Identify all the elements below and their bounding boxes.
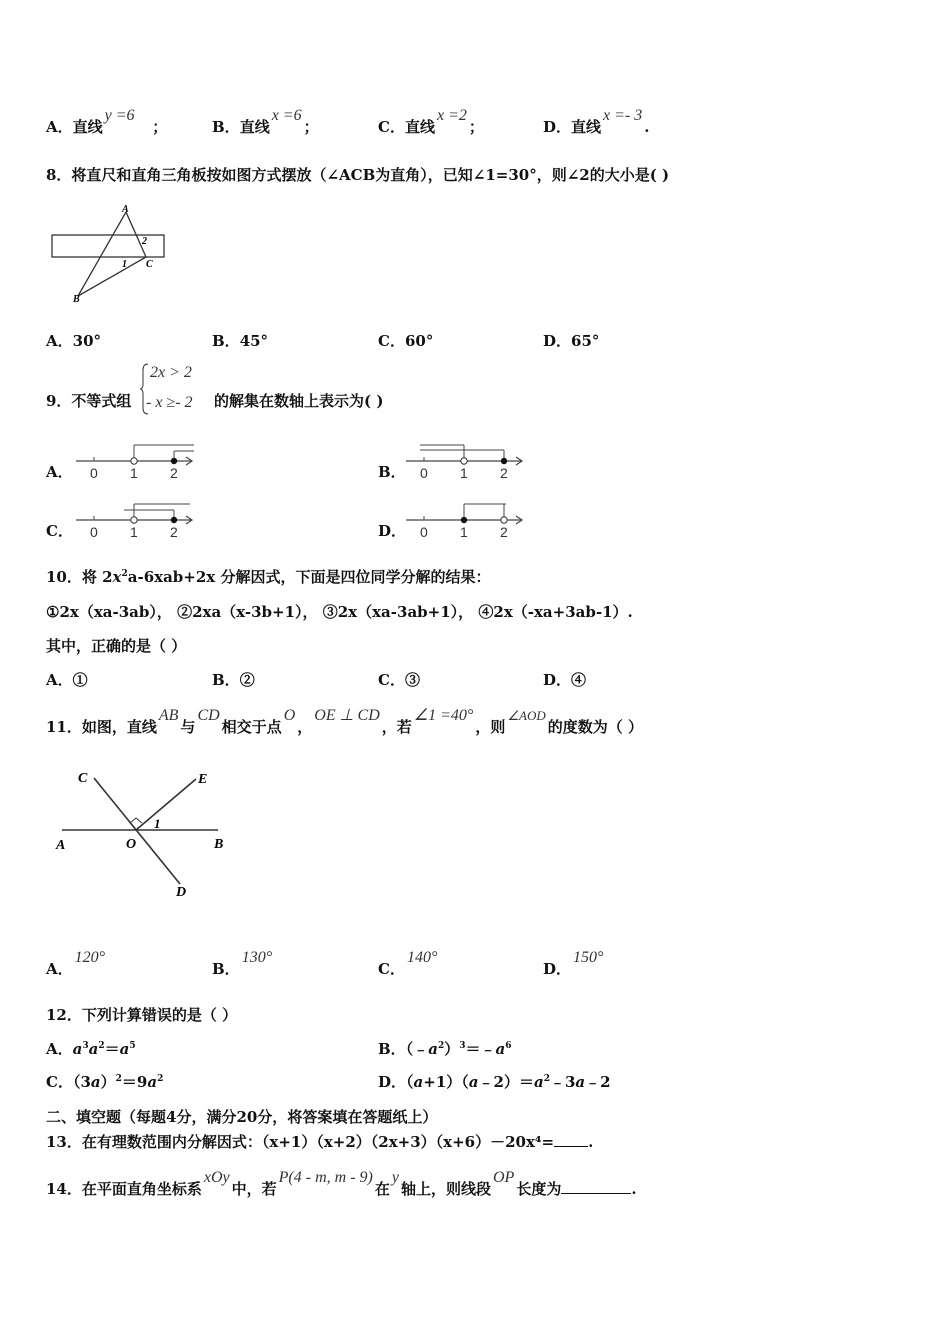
q8-option-b: B．45° <box>212 332 269 350</box>
q9-option-b-letter: B． <box>378 463 406 481</box>
q14-stem: 14．在平面直角坐标系xOy中，若P(4 - m, m - 9)在y轴上，则线段OP长度为 . <box>46 1169 637 1198</box>
q11-option-a: A．120° <box>46 949 106 978</box>
q8-label-2: 2 <box>142 236 147 247</box>
q11-option-b: B．130° <box>212 949 273 978</box>
q11-label-1: 1 <box>154 816 161 831</box>
q8-label-1: 1 <box>122 259 127 270</box>
q10-results: ①2x（xa-3ab）， ②2xa（x-3b+1）， ③2x（xa-3ab+1）， ④2x（-xa+3ab-1）. <box>46 603 633 621</box>
q10-option-c: C．③ <box>378 671 420 689</box>
q9-numberline-b <box>402 442 530 482</box>
svg-text:2: 2 <box>170 465 178 481</box>
q9-ineq-2: - x ≥- 2 <box>146 394 193 411</box>
q7-option-b: B．直线x =6； <box>212 107 319 136</box>
q8-label-b: B <box>73 294 80 305</box>
q9-option-d-letter: D． <box>378 522 407 540</box>
svg-text:2: 2 <box>500 524 508 540</box>
q10-option-b: B．② <box>212 671 255 689</box>
q12-option-d: D．$(a+1)(a﹣2)=a^2﹣3a﹣2$ <box>378 1073 611 1091</box>
q9-tail: 的解集在数轴上表示为( ) <box>214 392 384 410</box>
svg-text:0: 0 <box>90 524 98 540</box>
q11-option-c: C．140° <box>378 949 438 978</box>
svg-text:1: 1 <box>460 465 468 481</box>
q12-stem: 12．下列计算错误的是（ ） <box>46 1006 238 1024</box>
q12-option-a: A．$a^3a^2=a^5$ <box>46 1040 136 1058</box>
q8-figure <box>46 200 176 308</box>
q10-stem: 10．将 $2x^2a-6xab+2x$ 分解因式，下面是四位同学分解的结果： <box>46 568 491 586</box>
q7-option-a: A．直线y =6 ； <box>46 107 168 136</box>
q11-label-c: C <box>78 771 88 786</box>
q10-option-d: D．④ <box>543 671 587 689</box>
q8-label-c: C <box>146 259 153 270</box>
q9-ineq-1: 2x > 2 <box>150 364 192 381</box>
q13-stem: 13．在有理数范围内分解因式：（x+1）（x+2）（2x+3）（x+6）－20x⁴= . <box>46 1133 594 1151</box>
q9-option-a-letter: A． <box>46 463 73 481</box>
svg-text:1: 1 <box>130 524 138 540</box>
q10-option-a: A．① <box>46 671 88 689</box>
q11-option-d: D．150° <box>543 949 604 978</box>
svg-text:2: 2 <box>500 465 508 481</box>
q14-answer-blank[interactable] <box>561 1179 631 1194</box>
q8-option-c: C．60° <box>378 332 434 350</box>
q8-option-a: A．30° <box>46 332 102 350</box>
q9-numberline-a <box>72 442 200 482</box>
q12-option-b: B．$(﹣a^2)^3=﹣a^6$ <box>378 1040 512 1058</box>
q11-label-a: A <box>56 838 66 853</box>
q12-option-c: C．$(3a)^2=9a^2$ <box>46 1073 164 1091</box>
q11-label-o: O <box>126 837 137 852</box>
svg-text:1: 1 <box>460 524 468 540</box>
q10-ask: 其中，正确的是（ ） <box>46 637 187 655</box>
q11-figure <box>46 766 236 898</box>
q9-num: 9．不等式组 <box>46 392 132 410</box>
q13-answer-blank[interactable] <box>554 1132 588 1147</box>
q7-option-d: D．直线x =- 3. <box>543 107 650 136</box>
q8-stem: 8．将直尺和直角三角板按如图方式摆放（∠ACB为直角），已知∠1=30°，则∠2的大小是( ) <box>46 166 670 184</box>
q11-stem: 11．如图，直线AB与CD相交于点O，OE ⊥ CD，若∠1 =40°，则∠AOD的度数为（ ） <box>46 707 643 736</box>
q11-label-e: E <box>198 772 208 787</box>
q8-label-a: A <box>122 204 129 215</box>
svg-text:0: 0 <box>90 465 98 481</box>
svg-text:0: 0 <box>420 524 428 540</box>
q7-option-c: C．直线x =2； <box>378 107 484 136</box>
q11-label-d: D <box>176 885 187 900</box>
svg-text:2: 2 <box>170 524 178 540</box>
section-2-heading: 二、填空题（每题4分，满分20分，将答案填在答题纸上） <box>46 1108 438 1126</box>
q11-label-b: B <box>214 837 224 852</box>
q9-numberline-c <box>72 501 200 541</box>
svg-text:1: 1 <box>130 465 138 481</box>
svg-text:0: 0 <box>420 465 428 481</box>
q9-option-c-letter: C． <box>46 522 73 540</box>
q9-numberline-d <box>402 501 530 541</box>
q8-option-d: D．65° <box>543 332 600 350</box>
